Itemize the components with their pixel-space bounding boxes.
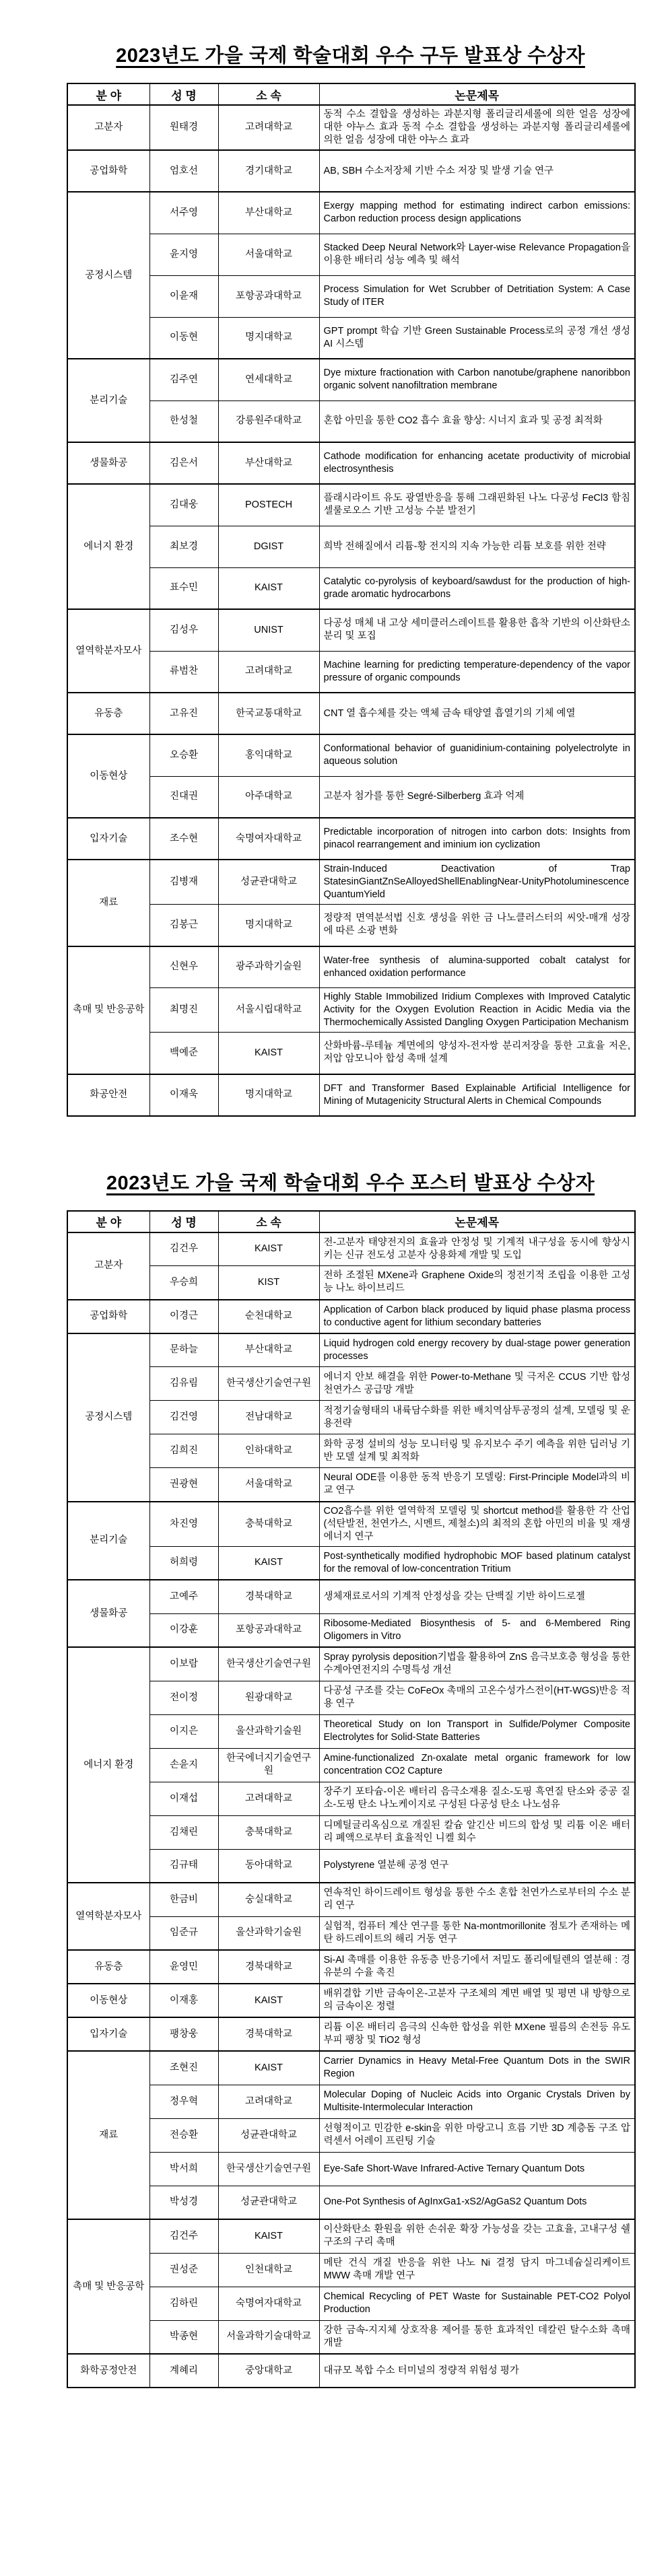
name-cell: 김주연 <box>149 359 218 401</box>
table-row <box>67 1546 635 1580</box>
table-row <box>67 776 635 818</box>
paper-title-cell: DFT and Transformer Based Explainable Artificial Intelligence for Mining of Mutagenicity Structural Alerts in Chemical Compounds <box>319 1074 635 1116</box>
affiliation-cell: 동아대학교 <box>218 1849 319 1883</box>
paper-title-cell: 고분자 첨가를 통한 Segré-Silberberg 효과 억제 <box>319 776 635 818</box>
paper-title-cell: 생체재료로서의 기계적 안정성을 갖는 단백질 기반 하이드로젤 <box>319 1580 635 1613</box>
paper-title-cell: 강한 금속-지지체 상호작용 제어를 통한 효과적인 데칼린 탈수소화 촉매 개발 <box>319 2320 635 2354</box>
paper-title-cell: Stacked Deep Neural Network와 Layer-wise Relevance Propagation을 이용한 배터리 성능 예측 및 해석 <box>319 234 635 275</box>
affiliation-cell: KAIST <box>218 2219 319 2253</box>
affiliation-cell: 경북대학교 <box>218 1950 319 1984</box>
affiliation-cell: 고려대학교 <box>218 1782 319 1815</box>
table-row <box>67 1815 635 1849</box>
name-cell: 김유림 <box>149 1367 218 1401</box>
paper-title-cell: AB, SBH 수소저장체 기반 수소 저장 및 발생 기술 연구 <box>319 150 635 192</box>
name-cell: 박성경 <box>149 2186 218 2219</box>
paper-title-cell: 혼합 아민을 통한 CO2 흡수 효율 향상: 시너지 효과 및 공정 최적화 <box>319 401 635 442</box>
field-cell: 에너지 환경 <box>67 1647 149 1883</box>
paper-title-cell: 선형적이고 민감한 e-skin을 위한 마랑고니 흐름 기반 3D 계층돔 구조 압력센서 어레이 프린팅 기술 <box>319 2118 635 2152</box>
paper-title-cell: GPT prompt 학습 기반 Green Sustainable Process로의 공정 개선 생성 AI 시스템 <box>319 317 635 359</box>
affiliation-cell: 한국생산기술연구원 <box>218 2152 319 2186</box>
table-row <box>67 1613 635 1647</box>
paper-title-cell: 다공성 매체 내 고상 세미클러스레이트를 활용한 흡착 기반의 이산화탄소 분리 및 포집 <box>319 609 635 651</box>
field-cell: 분리기술 <box>67 359 149 442</box>
name-cell: 박서희 <box>149 2152 218 2186</box>
table-row <box>67 567 635 609</box>
affiliation-cell: KAIST <box>218 567 319 609</box>
name-cell: 전이정 <box>149 1681 218 1714</box>
affiliation-cell: 충북대학교 <box>218 1502 319 1547</box>
affiliation-cell: 부산대학교 <box>218 1333 319 1367</box>
paper-title-cell: Polystyrene 열분해 공정 연구 <box>319 1849 635 1883</box>
field-cell: 열역학분자모사 <box>67 1883 149 1950</box>
field-cell: 고분자 <box>67 105 149 150</box>
name-cell: 김하린 <box>149 2287 218 2320</box>
name-cell: 차진영 <box>149 1502 218 1547</box>
name-cell: 윤지영 <box>149 234 218 275</box>
affiliation-cell: UNIST <box>218 609 319 651</box>
table-row <box>67 1468 635 1502</box>
name-cell: 전승환 <box>149 2118 218 2152</box>
name-cell: 문하늘 <box>149 1333 218 1367</box>
paper-title-cell: Molecular Doping of Nucleic Acids into Organic Crystals Driven by Multisite-Intermolecular Interaction <box>319 2085 635 2118</box>
table-row <box>67 1916 635 1950</box>
field-cell: 분리기술 <box>67 1502 149 1580</box>
paper-title-cell: Water-free synthesis of alumina-supported cobalt catalyst for enhanced oxidation performance <box>319 946 635 988</box>
field-cell: 공업화학 <box>67 1300 149 1333</box>
header-row <box>67 1211 635 1232</box>
header-paper-title: 논문제목 <box>319 83 635 105</box>
name-cell: 박종현 <box>149 2320 218 2354</box>
table-row <box>67 2354 635 2388</box>
paper-title-cell: 전하 조절된 MXene과 Graphene Oxide의 정전기적 조립을 이용한 고성능 나노 하이브리드 <box>319 1266 635 1300</box>
affiliation-cell: 명지대학교 <box>218 1074 319 1116</box>
paper-title-cell: CO2흡수를 위한 열역학적 모델링 및 shortcut method를 활용한 각 산업(석탄발전, 천연가스, 시멘트, 제철소)의 최적의 혼합 아민의 비율 및 재생에너지 연구 <box>319 1502 635 1547</box>
table-row <box>67 1502 635 1547</box>
paper-title-cell: Dye mixture fractionation with Carbon nanotube/graphene nanoribbon organic solvent nanofiltration membrane <box>319 359 635 401</box>
name-cell: 이보람 <box>149 1647 218 1681</box>
paper-title-cell: Cathode modification for enhancing acetate productivity of microbial electrosynthesis <box>319 442 635 484</box>
table-row <box>67 609 635 651</box>
name-cell: 한성철 <box>149 401 218 442</box>
name-cell: 류범찬 <box>149 651 218 693</box>
table-row <box>67 651 635 693</box>
name-cell: 김봉근 <box>149 905 218 946</box>
table-row <box>67 1266 635 1300</box>
poster-award-table-header <box>67 1211 635 1232</box>
name-cell: 김희진 <box>149 1434 218 1468</box>
field-cell: 재료 <box>67 860 149 946</box>
table-row <box>67 2253 635 2287</box>
affiliation-cell: 명지대학교 <box>218 905 319 946</box>
paper-title-cell: Carrier Dynamics in Heavy Metal-Free Quantum Dots in the SWIR Region <box>319 2051 635 2085</box>
field-cell: 화학공정안전 <box>67 2354 149 2388</box>
table-row <box>67 2287 635 2320</box>
table-row <box>67 1984 635 2017</box>
paper-title-cell: 메탄 건식 개질 반응을 위한 나노 Ni 결정 담지 마그네슘실리케이트 MWW 촉매 개발 연구 <box>319 2253 635 2287</box>
affiliation-cell: 울산과학기술원 <box>218 1714 319 1748</box>
name-cell: 우승희 <box>149 1266 218 1300</box>
paper-title-cell: 리튬 이온 배터리 음극의 신속한 합성을 위한 MXene 필름의 손전등 유도 부피 팽창 및 TiO2 형성 <box>319 2017 635 2051</box>
name-cell: 정우혁 <box>149 2085 218 2118</box>
affiliation-cell: 숭실대학교 <box>218 1883 319 1916</box>
table-row <box>67 693 635 734</box>
affiliation-cell: 경북대학교 <box>218 1580 319 1613</box>
paper-title-cell: Application of Carbon black produced by liquid phase plasma process to conductive agent for lithium secondary batteries <box>319 1300 635 1333</box>
table-row <box>67 905 635 946</box>
table-row <box>67 2320 635 2354</box>
table-row <box>67 860 635 905</box>
paper-title-cell: CNT 열 흡수체를 갖는 액체 금속 태양열 흡열기의 기체 예열 <box>319 693 635 734</box>
paper-title-cell: 다공성 구조를 갖는 CoFeOx 촉매의 고온수성가스전이(HT-WGS)반응 적용 연구 <box>319 1681 635 1714</box>
paper-title-cell: Ribosome-Mediated Biosynthesis of 5- and 6-Membered Ring Oligomers in Vitro <box>319 1613 635 1647</box>
affiliation-cell: DGIST <box>218 526 319 567</box>
table-row <box>67 1883 635 1916</box>
table-row <box>67 818 635 860</box>
affiliation-cell: 서울대학교 <box>218 1468 319 1502</box>
table-row <box>67 484 635 526</box>
name-cell: 한금비 <box>149 1883 218 1916</box>
affiliation-cell: 한국교통대학교 <box>218 693 319 734</box>
table-row <box>67 1681 635 1714</box>
name-cell: 팽창웅 <box>149 2017 218 2051</box>
table-row <box>67 2219 635 2253</box>
field-cell: 공업화학 <box>67 150 149 192</box>
table-row <box>67 1074 635 1116</box>
field-cell: 입자기술 <box>67 818 149 860</box>
field-cell: 생물화공 <box>67 442 149 484</box>
name-cell: 고유진 <box>149 693 218 734</box>
name-cell: 이재홍 <box>149 1984 218 2017</box>
header-field: 분 야 <box>67 83 149 105</box>
name-cell: 임준규 <box>149 1916 218 1950</box>
affiliation-cell: 순천대학교 <box>218 1300 319 1333</box>
paper-title-cell: Strain-Induced Deactivation of Trap StatesinGiantZnSeAlloyedShellEnablingNear-UnityPhotoluminescence QuantumYield <box>319 860 635 905</box>
paper-title-cell: 실험적, 컴퓨터 계산 연구를 통한 Na-montmorillonite 점토가 존재하는 메탄 하드레이트의 해리 거동 연구 <box>319 1916 635 1950</box>
table-row <box>67 1748 635 1782</box>
affiliation-cell: 경북대학교 <box>218 2017 319 2051</box>
field-cell: 생물화공 <box>67 1580 149 1647</box>
paper-title-cell: Theoretical Study on Ion Transport in Sulfide/Polymer Composite Electrolytes for Solid-State Batteries <box>319 1714 635 1748</box>
paper-title-cell: 화학 공정 설비의 성능 모니터링 및 유지보수 주기 예측을 위한 딥러닝 기반 모델 설계 및 최적화 <box>319 1434 635 1468</box>
affiliation-cell: 중앙대학교 <box>218 2354 319 2388</box>
table-row <box>67 234 635 275</box>
field-cell: 고분자 <box>67 1232 149 1300</box>
paper-title-cell: 플래시라이트 유도 광열반응을 통해 그래핀화된 나노 다공성 FeCl3 함침 셀룰로오스 기반 고성능 수분 발전기 <box>319 484 635 526</box>
affiliation-cell: 인하대학교 <box>218 1434 319 1468</box>
name-cell: 오승환 <box>149 734 218 776</box>
name-cell: 진대권 <box>149 776 218 818</box>
affiliation-cell: 부산대학교 <box>218 192 319 234</box>
table-row <box>67 1714 635 1748</box>
affiliation-cell: 연세대학교 <box>218 359 319 401</box>
affiliation-cell: 광주과학기술원 <box>218 946 319 988</box>
name-cell: 김건영 <box>149 1401 218 1434</box>
paper-title-cell: Liquid hydrogen cold energy recovery by dual-stage power generation processes <box>319 1333 635 1367</box>
affiliation-cell: 서울시립대학교 <box>218 988 319 1033</box>
affiliation-cell: 한국에너지기술연구원 <box>218 1748 319 1782</box>
header-row <box>67 83 635 105</box>
affiliation-cell: 성균관대학교 <box>218 2186 319 2219</box>
paper-title-cell: 산화바륨-루테늄 계면에의 양성자-전자쌍 분리저장을 통한 고효율 저온, 저압 암모니아 합성 촉매 설계 <box>319 1033 635 1074</box>
paper-title-cell: Neural ODE를 이용한 동적 반응기 모델링: First-Principle Model과의 비교 연구 <box>319 1468 635 1502</box>
affiliation-cell: KIST <box>218 1266 319 1300</box>
paper-title-cell: One-Pot Synthesis of AgInxGa1-xS2/AgGaS2 Quantum Dots <box>319 2186 635 2219</box>
name-cell: 조수현 <box>149 818 218 860</box>
affiliation-cell: 울산과학기술원 <box>218 1916 319 1950</box>
poster-award-section <box>67 1168 634 2389</box>
name-cell: 김채린 <box>149 1815 218 1849</box>
field-cell: 열역학분자모사 <box>67 609 149 693</box>
paper-title-cell: Process Simulation for Wet Scrubber of Detritiation System: A Case Study of ITER <box>319 275 635 317</box>
field-cell: 촉매 및 반응공학 <box>67 946 149 1074</box>
affiliation-cell: KAIST <box>218 2051 319 2085</box>
affiliation-cell: 홍익대학교 <box>218 734 319 776</box>
affiliation-cell: KAIST <box>218 1546 319 1580</box>
name-cell: 김건주 <box>149 2219 218 2253</box>
oral-award-table <box>67 83 636 1117</box>
table-row <box>67 1782 635 1815</box>
table-row <box>67 105 635 150</box>
field-cell: 재료 <box>67 2051 149 2219</box>
paper-title-cell: 정량적 면역분석법 신호 생성을 위한 금 나노클러스터의 씨앗-매개 성장에 따른 소광 변화 <box>319 905 635 946</box>
field-cell: 유동층 <box>67 693 149 734</box>
table-row <box>67 192 635 234</box>
paper-title-cell: 연속적인 하이드레이트 형성을 통한 수소 혼합 천연가스로부터의 수소 분리 연구 <box>319 1883 635 1916</box>
header-affiliation: 소 속 <box>218 1211 319 1232</box>
name-cell: 계혜리 <box>149 2354 218 2388</box>
oral-award-section <box>67 40 634 1117</box>
field-cell: 공정시스템 <box>67 1333 149 1502</box>
name-cell: 엄호선 <box>149 150 218 192</box>
affiliation-cell: 성균관대학교 <box>218 860 319 905</box>
header-paper-title: 논문제목 <box>319 1211 635 1232</box>
name-cell: 백예준 <box>149 1033 218 1074</box>
affiliation-cell: 경기대학교 <box>218 150 319 192</box>
name-cell: 김대웅 <box>149 484 218 526</box>
paper-title-cell: 장주기 포타슘-이온 배터리 음극소재용 질소-도핑 흑연질 탄소와 중공 질소-도핑 탄소 나노케이지로 구성된 다공성 탄소 나노섬유 <box>319 1782 635 1815</box>
name-cell: 이지은 <box>149 1714 218 1748</box>
table-row <box>67 526 635 567</box>
paper-title-cell: Highly Stable Immobilized Iridium Complexes with Improved Catalytic Activity for the Oxygen Evolution Reaction in Acidic Media via the Thermochemically Assisted Dangling Oxygen Participation Mechanism <box>319 988 635 1033</box>
table-row <box>67 2186 635 2219</box>
affiliation-cell: 숙명여자대학교 <box>218 818 319 860</box>
affiliation-cell: 원광대학교 <box>218 1681 319 1714</box>
field-cell: 화공안전 <box>67 1074 149 1116</box>
affiliation-cell: 포항공과대학교 <box>218 275 319 317</box>
name-cell: 허희령 <box>149 1546 218 1580</box>
name-cell: 이경근 <box>149 1300 218 1333</box>
field-cell: 에너지 환경 <box>67 484 149 609</box>
table-row <box>67 317 635 359</box>
name-cell: 이강훈 <box>149 1613 218 1647</box>
affiliation-cell: 숙명여자대학교 <box>218 2287 319 2320</box>
affiliation-cell: 부산대학교 <box>218 442 319 484</box>
paper-title-cell: Amine-functionalized Zn-oxalate metal organic framework for low concentration CO2 Capture <box>319 1748 635 1782</box>
paper-title-cell: 전-고분자 태양전지의 효율과 안정성 및 기계적 내구성을 동시에 향상시키는 신규 전도성 고분자 상용화제 개발 및 도입 <box>319 1232 635 1266</box>
affiliation-cell: 포항공과대학교 <box>218 1613 319 1647</box>
table-row <box>67 442 635 484</box>
table-row <box>67 359 635 401</box>
paper-title-cell: 대규모 복합 수소 터미널의 정량적 위험성 평가 <box>319 2354 635 2388</box>
table-row <box>67 2051 635 2085</box>
paper-title-cell: 동적 수소 결합을 생성하는 과분지형 폴리글리세롤에 의한 얼음 성장에 대한 야누스 효과 동적 수소 결합을 생성하는 과분지형 폴리글리세롤에 의한 얼음 성장에 대한 야누스 효과 <box>319 105 635 150</box>
paper-title-cell: Eye-Safe Short-Wave Infrared-Active Ternary Quantum Dots <box>319 2152 635 2186</box>
table-row <box>67 1232 635 1266</box>
affiliation-cell: KAIST <box>218 1033 319 1074</box>
field-cell: 유동층 <box>67 1950 149 1984</box>
name-cell: 조현진 <box>149 2051 218 2085</box>
field-cell: 이동현상 <box>67 734 149 818</box>
name-cell: 표수민 <box>149 567 218 609</box>
paper-title-cell: 이산화탄소 환원을 위한 손쉬운 확장 가능성을 갖는 고효율, 고내구성 쉘 구조의 구리 촉매 <box>319 2219 635 2253</box>
name-cell: 김병재 <box>149 860 218 905</box>
header-affiliation: 소 속 <box>218 83 319 105</box>
table-row <box>67 1033 635 1074</box>
affiliation-cell: 고려대학교 <box>218 2085 319 2118</box>
table-row <box>67 275 635 317</box>
table-row <box>67 946 635 988</box>
table-row <box>67 734 635 776</box>
oral-award-title: 2023년도 가을 국제 학술대회 우수 구두 발표상 수상자 <box>116 45 585 67</box>
name-cell: 서주영 <box>149 192 218 234</box>
header-field: 분 야 <box>67 1211 149 1232</box>
affiliation-cell: 성균관대학교 <box>218 2118 319 2152</box>
paper-title-cell: Catalytic co-pyrolysis of keyboard/sawdust for the production of high-grade aromatic hydrocarbons <box>319 567 635 609</box>
affiliation-cell: 고려대학교 <box>218 105 319 150</box>
field-cell: 공정시스템 <box>67 192 149 359</box>
paper-title-cell: 적정기술형태의 내륙담수화를 위한 배치역삼투공정의 설계, 모델링 및 운용전략 <box>319 1401 635 1434</box>
affiliation-cell: 한국생산기술연구원 <box>218 1647 319 1681</box>
name-cell: 이윤재 <box>149 275 218 317</box>
paper-title-cell: 희박 전해질에서 리튬-황 전지의 지속 가능한 리튬 보호를 위한 전략 <box>319 526 635 567</box>
paper-title-cell: Predictable incorporation of nitrogen into carbon dots: Insights from pinacol rearrangement and iminium ion cyclization <box>319 818 635 860</box>
name-cell: 윤영민 <box>149 1950 218 1984</box>
paper-title-cell: Post-synthetically modified hydrophobic MOF based platinum catalyst for the removal of low-concentration Tritium <box>319 1546 635 1580</box>
affiliation-cell: 전남대학교 <box>218 1401 319 1434</box>
field-cell: 이동현상 <box>67 1984 149 2017</box>
name-cell: 최명진 <box>149 988 218 1033</box>
paper-title-cell: 디메틸글리옥심으로 개질된 칼슘 알긴산 비드의 합성 및 리튬 이온 배터리 폐액으로부터 효율적인 니켈 회수 <box>319 1815 635 1849</box>
paper-title-cell: 에너지 안보 해결을 위한 Power-to-Methane 및 극저온 CCUS 기반 합성천연가스 공급망 개발 <box>319 1367 635 1401</box>
paper-title-cell: Spray pyrolysis deposition기법을 활용하여 ZnS 음극보호층 형성을 통한 수계아연전지의 수명특성 개선 <box>319 1647 635 1681</box>
table-row <box>67 1333 635 1367</box>
name-cell: 이재욱 <box>149 1074 218 1116</box>
oral-award-table-header <box>67 83 635 105</box>
affiliation-cell: 충북대학교 <box>218 1815 319 1849</box>
table-row <box>67 1300 635 1333</box>
paper-title-cell: Si-Al 촉매를 이용한 유동층 반응기에서 저밀도 폴리에틸렌의 열분해 : 경유분의 수율 촉진 <box>319 1950 635 1984</box>
name-cell: 김규태 <box>149 1849 218 1883</box>
paper-title-cell: Machine learning for predicting temperature-dependency of the vapor pressure of organic compounds <box>319 651 635 693</box>
name-cell: 손윤지 <box>149 1748 218 1782</box>
affiliation-cell: 서울과학기술대학교 <box>218 2320 319 2354</box>
name-cell: 권성준 <box>149 2253 218 2287</box>
header-name: 성 명 <box>149 1211 218 1232</box>
table-row <box>67 2152 635 2186</box>
affiliation-cell: 한국생산기술연구원 <box>218 1367 319 1401</box>
table-row <box>67 1950 635 1984</box>
table-row <box>67 1849 635 1883</box>
affiliation-cell: KAIST <box>218 1984 319 2017</box>
field-cell: 입자기술 <box>67 2017 149 2051</box>
table-row <box>67 401 635 442</box>
affiliation-cell: 인천대학교 <box>218 2253 319 2287</box>
table-row <box>67 1367 635 1401</box>
affiliation-cell: 명지대학교 <box>218 317 319 359</box>
name-cell: 고예주 <box>149 1580 218 1613</box>
table-row <box>67 2118 635 2152</box>
header-name: 성 명 <box>149 83 218 105</box>
paper-title-cell: Chemical Recycling of PET Waste for Sustainable PET-CO2 Polyol Production <box>319 2287 635 2320</box>
paper-title-cell: Conformational behavior of guanidinium-containing polyelectrolyte in aqueous solution <box>319 734 635 776</box>
field-cell: 촉매 및 반응공학 <box>67 2219 149 2354</box>
table-row <box>67 1580 635 1613</box>
poster-award-title: 2023년도 가을 국제 학술대회 우수 포스터 발표상 수상자 <box>106 1172 595 1194</box>
table-row <box>67 1647 635 1681</box>
table-row <box>67 2085 635 2118</box>
name-cell: 권광현 <box>149 1468 218 1502</box>
affiliation-cell: 고려대학교 <box>218 651 319 693</box>
name-cell: 김성우 <box>149 609 218 651</box>
table-row <box>67 2017 635 2051</box>
name-cell: 이동현 <box>149 317 218 359</box>
table-row <box>67 1401 635 1434</box>
affiliation-cell: 아주대학교 <box>218 776 319 818</box>
table-row <box>67 1434 635 1468</box>
paper-title-cell: Exergy mapping method for estimating indirect carbon emissions: Carbon reduction process design applications <box>319 192 635 234</box>
name-cell: 원태경 <box>149 105 218 150</box>
name-cell: 신현우 <box>149 946 218 988</box>
name-cell: 김은서 <box>149 442 218 484</box>
poster-award-table <box>67 1210 636 2389</box>
name-cell: 김건우 <box>149 1232 218 1266</box>
affiliation-cell: KAIST <box>218 1232 319 1266</box>
name-cell: 이재섭 <box>149 1782 218 1815</box>
affiliation-cell: 강릉원주대학교 <box>218 401 319 442</box>
table-row <box>67 150 635 192</box>
table-row <box>67 988 635 1033</box>
affiliation-cell: 서울대학교 <box>218 234 319 275</box>
paper-title-cell: 배위결합 기반 금속이온-고분자 구조체의 계면 배열 및 평면 내 방향으로의 금속이온 정렬 <box>319 1984 635 2017</box>
affiliation-cell: POSTECH <box>218 484 319 526</box>
name-cell: 최보경 <box>149 526 218 567</box>
